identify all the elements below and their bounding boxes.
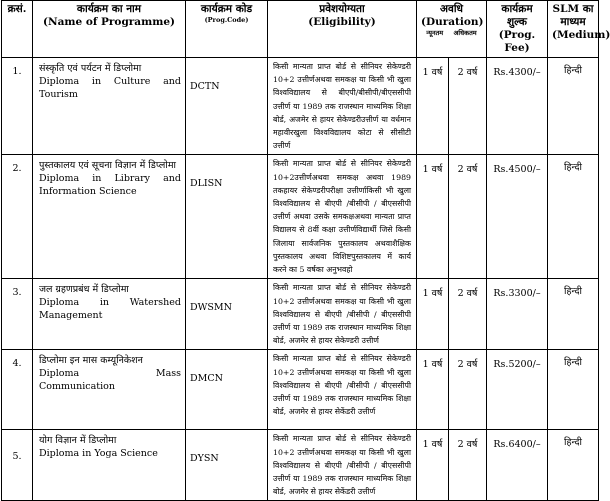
programme-fee: Rs.5200/– [487,350,548,430]
programme-name [33,430,186,501]
table-row [2,279,599,350]
medium: हिन्दी [548,350,599,430]
programme-fee: Rs.4300/– [487,58,548,155]
programme-name-hi: डिप्लोमा इन मास कम्यूनिकेशन [39,355,143,367]
programme-code: DYSN [186,430,268,501]
medium: हिन्दी [548,279,599,350]
row-sn: 5. [2,430,33,501]
duration-min: 1 वर्ष [417,58,449,155]
table-row [2,58,599,155]
row-sn: 1. [2,58,33,155]
header-eligibility: प्रवेशयोग्यता (Eligibility) [268,1,417,58]
programme-table [1,0,610,501]
programme-name [33,350,186,430]
duration-min: 1 वर्ष [417,279,449,350]
programme-name-hi: पुस्तकालय एवं सूचना विज्ञान में डिप्लोमा [39,160,176,172]
header-duration: अवधि (Duration) न्यूनतम अधिकतम [417,1,487,58]
header-code: कार्यक्रम कोड (Prog.Code) [186,1,268,58]
duration-min: 1 वर्ष [417,430,449,501]
header-programme: कार्यक्रम का नाम (Name of Programme) [33,1,186,58]
programme-fee: Rs.6400/– [487,430,548,501]
row-sn: 4. [2,350,33,430]
eligibility-text: किसी मान्यता प्राप्त बोर्ड से सीनियर सेकेण्डरी 10+2उत्तीर्णअथवा समकक्ष अथवा 1989 तकहायर सेकेण्डरीपरीक्षा उत्तीर्णाकिसी भी खुला विश्वविद्यालय से बीएपी /बीसीपी / बीएससीपी उत्तीर्ण अथवा उसके समकक्षअथवा मान्यता प्राप्त विद्यालय से 8वीं कक्षा उत्तीर्णविद्यार्थी जिसे किसी जिलाया सार्वजनिक पुस्तकालय अथवाशैक्षिक पुस्तकालय अथवा विशिष्टपुस्तकालय में कार्य करने का 5 वर्षका अनुभवहो [268,155,417,279]
programme-name [33,155,186,279]
programme-code: DCTN [186,58,268,155]
medium: हिन्दी [548,155,599,279]
programme-fee: Rs.4500/– [487,155,548,279]
medium: हिन्दी [548,430,599,501]
table-row [2,430,599,501]
programme-name-en: Diploma in Library and Information Science [39,173,181,198]
programme-name-hi: जल ग्रहणप्रबंध में डिप्लोमा [39,284,129,296]
table-row [2,350,599,430]
programme-code: DWSMN [186,279,268,350]
programme-name-hi: योग विज्ञान में डिप्लोमा [39,435,117,447]
programme-code: DMCN [186,350,268,430]
row-sn: 3. [2,279,33,350]
medium: हिन्दी [548,58,599,155]
eligibility-text: किसी मान्यता प्राप्त बोर्ड से सीनियर सेकेण्डरी 10+2 उत्तीर्णअथवा समकक्ष या किसी भी खुला विश्वविद्यालय से बीएपी /बीसीपी / बीएससीपी उत्तीर्ण या 1989 तक राजस्थान माध्यमिक शिक्षा बोर्ड, अजमेर से हायर सेकेण्डरी उत्तीर्ण [268,279,417,350]
row-sn: 2. [2,155,33,279]
header-medium: SLM का माध्यम (Medium) [548,1,599,58]
programme-name-en: Diploma Mass Communication [39,368,181,393]
header-fee: कार्यक्रम शुल्क (Prog. Fee) [487,1,548,58]
duration-min: 1 वर्ष [417,350,449,430]
header-sn: क्रसं. [2,1,33,58]
eligibility-text: किसी मान्यता प्राप्त बोर्ड से सीनियर सेकेण्डरी 10+2 उत्तीर्णअथवा समकक्ष या किसी भी खुला विश्वविद्यालय से बीएपी /बीसीपी / बीएससीपी उत्तीर्ण या 1989 तक राजस्थान माध्यमिक शिक्षा बोर्ड, अजमेर से हायर सेकेंडरी उत्तीर्ण [268,430,417,501]
programme-name-en: Diploma in Culture and Tourism [39,76,181,100]
programme-code: DLISN [186,155,268,279]
programme-name [33,279,186,350]
table-row [2,155,599,279]
table-header-row [2,1,599,58]
duration-max: 2 वर्ष [449,430,487,501]
duration-max: 2 वर्ष [449,279,487,350]
duration-max: 2 वर्ष [449,155,487,279]
duration-max: 2 वर्ष [449,350,487,430]
programme-name-en: Diploma in Yoga Science [39,448,158,460]
programme-name-en: Diploma in Watershed Management [39,297,181,322]
eligibility-text: किसी मान्यता प्राप्त बोर्ड से सीनियर सेकेण्डरी 10+2 उत्तीर्णअथवा समकक्ष या किसी भी खुला विश्वविद्यालय से बीएपी /बीसीपी / बीएससीपी उत्तीर्ण या 1989 तक राजस्थान माध्यमिक शिक्षा बोर्ड, अजमेर से हायर सेकेंडरी उत्तीर्ण [268,350,417,430]
programme-name [33,58,186,155]
eligibility-text: किसी मान्यता प्राप्त बोर्ड से सीनियर सेकेण्डरी 10+2 उत्तीर्णअथवा समकक्ष या किसी भी खुला विश्वविद्यालय से बीएपी/बीसीपी/बीएससीपी उत्तीर्ण या 1989 तक राजस्थान माध्यमिक शिक्षा बोर्ड, अजमेर से हायर सेकेण्डरीउत्तीर्ण या वर्धमान महावीरखुला विश्वविद्यालय कोटा से सीसीटी उत्तीर्ण [268,58,417,155]
programme-name-hi: संस्कृति एवं पर्यटन में डिप्लोमा [39,63,142,74]
duration-max: 2 वर्ष [449,58,487,155]
duration-min: 1 वर्ष [417,155,449,279]
programme-fee: Rs.3300/– [487,279,548,350]
